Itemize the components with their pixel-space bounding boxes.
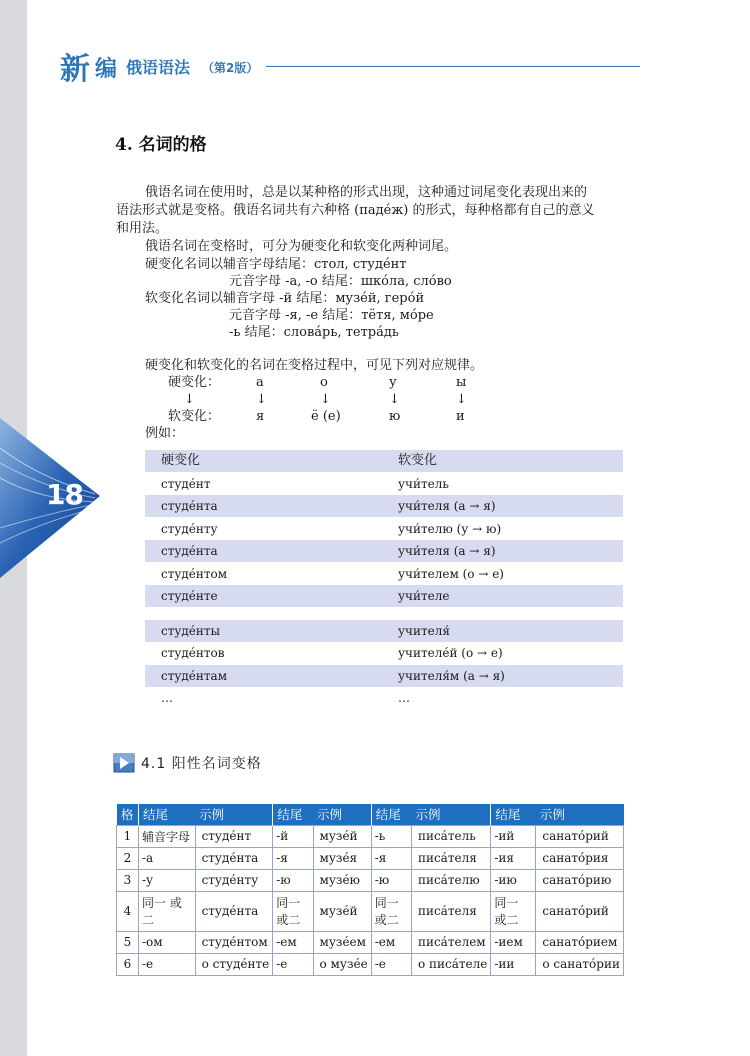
example-table-header bbox=[145, 450, 623, 472]
hard-form: студéнте bbox=[161, 589, 218, 603]
example-label: 例如： bbox=[145, 426, 185, 441]
example-cell: студéнт bbox=[195, 825, 273, 847]
hard-letter: а bbox=[256, 375, 264, 390]
soft-form: учителя́ bbox=[398, 623, 450, 638]
example-cell: музéю bbox=[313, 869, 371, 891]
down-arrow: ↓ bbox=[320, 392, 331, 407]
header-soft: 软变化 bbox=[398, 453, 438, 468]
table-row bbox=[145, 620, 623, 642]
table-row bbox=[117, 931, 624, 953]
table-row bbox=[117, 953, 624, 975]
case-number: 1 bbox=[117, 825, 139, 847]
subsection-title: 4.1 阳性名词变格 bbox=[141, 756, 262, 772]
col-example: 示例 bbox=[536, 804, 624, 825]
ending-cell: -ю bbox=[273, 869, 313, 891]
table-row bbox=[145, 563, 623, 585]
soft-ending-line: -ь 结尾：словáрь, тетрáдь bbox=[229, 325, 399, 340]
example-cell: писáтеля bbox=[411, 891, 490, 931]
soft-form: учи́телем (о → е) bbox=[398, 566, 504, 581]
paragraph-line: 俄语名词在变格时，可分为硬变化和软变化两种词尾。 bbox=[145, 239, 458, 254]
case-number: 3 bbox=[117, 869, 139, 891]
hard-ending-line: 硬变化名词以辅音字母结尾：стол, студéнт bbox=[145, 257, 407, 272]
col-example: 示例 bbox=[313, 804, 371, 825]
ending-cell: -й bbox=[273, 825, 313, 847]
case-number: 2 bbox=[117, 847, 139, 869]
example-cell: санатóрий bbox=[536, 825, 624, 847]
ending-cell: -е bbox=[371, 953, 411, 975]
example-cell: санатóрием bbox=[536, 931, 624, 953]
table-row bbox=[145, 540, 623, 562]
col-ending: 结尾 bbox=[273, 804, 313, 825]
case-table-body bbox=[117, 825, 624, 975]
ending-cell: -е bbox=[139, 953, 196, 975]
table-row bbox=[145, 495, 623, 517]
table-row bbox=[145, 687, 623, 709]
ending-cell: -я bbox=[371, 847, 411, 869]
paragraph-line: 语法形式就是变格。俄语名词共有六种格 (падéж) 的形式，每种格都有自己的意义 bbox=[116, 203, 595, 218]
ending-cell: -ием bbox=[491, 931, 536, 953]
example-cell: писáтелю bbox=[411, 869, 490, 891]
col-example: 示例 bbox=[411, 804, 490, 825]
case-number: 4 bbox=[117, 891, 139, 931]
hard-form: студéнты bbox=[161, 623, 221, 638]
paragraph-line: 俄语名词在使用时，总是以某种格的形式出现，这种通过词尾变化表现出来的 bbox=[145, 185, 588, 200]
header-bian: 编 bbox=[95, 57, 118, 82]
hard-form: студéнтам bbox=[161, 668, 228, 683]
paragraph-line: 和用法。 bbox=[116, 221, 169, 236]
example-cell: санатóрий bbox=[536, 891, 624, 931]
example-cell: санатóрия bbox=[536, 847, 624, 869]
hard-label: 硬变化： bbox=[168, 375, 221, 390]
hard-form: студéнта bbox=[161, 544, 218, 558]
example-cell: музéя bbox=[313, 847, 371, 869]
down-arrow: ↓ bbox=[456, 392, 467, 407]
ending-cell: 同一 或二 bbox=[491, 891, 536, 931]
soft-form: учителéй (о → е) bbox=[398, 646, 503, 660]
ending-cell: -ем bbox=[371, 931, 411, 953]
ending-cell: -е bbox=[273, 953, 313, 975]
ending-cell: -а bbox=[139, 847, 196, 869]
running-header bbox=[60, 44, 640, 87]
ending-cell: 辅音字母 bbox=[139, 825, 196, 847]
hard-ending-line: 元音字母 -а, -о 结尾：шкóла, слóво bbox=[229, 274, 452, 289]
soft-label: 软变化： bbox=[168, 409, 221, 424]
section-title: 4. 名词的格 bbox=[115, 135, 207, 155]
play-arrow-icon bbox=[113, 753, 135, 773]
header-edition: （第2版） bbox=[202, 61, 259, 75]
soft-letter: ю bbox=[389, 409, 401, 424]
ending-cell: -ия bbox=[491, 847, 536, 869]
col-ending: 结尾 bbox=[491, 804, 536, 825]
hard-letter: о bbox=[320, 375, 328, 390]
soft-form: учи́телю (у → ю) bbox=[398, 521, 502, 536]
example-cell: студéнта bbox=[195, 891, 273, 931]
example-cell: студéнтом bbox=[195, 931, 273, 953]
example-cell: писáтель bbox=[411, 825, 490, 847]
example-cell: о студéнте bbox=[195, 953, 273, 975]
soft-form: … bbox=[398, 691, 410, 705]
example-cell: студéнта bbox=[195, 847, 273, 869]
table-row bbox=[145, 473, 623, 495]
ending-cell: 同一 或二 bbox=[371, 891, 411, 931]
case-table-header bbox=[117, 804, 624, 825]
case-number: 6 bbox=[117, 953, 139, 975]
soft-form: учителя́м (а → я) bbox=[398, 668, 505, 683]
down-arrow: ↓ bbox=[184, 392, 195, 407]
case-number: 5 bbox=[117, 931, 139, 953]
soft-ending-line: 软变化名词以辅音字母 -й 结尾：музéй, герóй bbox=[145, 291, 425, 306]
ending-cell: -ии bbox=[491, 953, 536, 975]
down-arrow: ↓ bbox=[256, 392, 267, 407]
ending-cell: -ий bbox=[491, 825, 536, 847]
example-cell: писáтелем bbox=[411, 931, 490, 953]
down-arrow: ↓ bbox=[389, 392, 400, 407]
header-xin: 新 bbox=[60, 52, 90, 87]
col-case: 格 bbox=[117, 804, 139, 825]
col-example: 示例 bbox=[195, 804, 273, 825]
table-row bbox=[117, 891, 624, 931]
header-rule bbox=[266, 66, 640, 67]
table-row bbox=[145, 585, 623, 607]
example-cell: музéем bbox=[313, 931, 371, 953]
ending-cell: 同一 或二 bbox=[139, 891, 196, 931]
table-row bbox=[145, 665, 623, 687]
ending-cell: -у bbox=[139, 869, 196, 891]
example-cell: музéй bbox=[313, 891, 371, 931]
soft-form: учи́теля (а → я) bbox=[398, 499, 496, 513]
example-cell: о музéе bbox=[313, 953, 371, 975]
page-number: 18 bbox=[46, 478, 83, 511]
table-gap bbox=[145, 608, 623, 620]
ending-cell: -ь bbox=[371, 825, 411, 847]
table-row bbox=[117, 847, 624, 869]
soft-form: учи́теле bbox=[398, 589, 450, 603]
hard-letter: у bbox=[389, 375, 397, 390]
hard-letter: ы bbox=[456, 375, 467, 390]
hard-form: студéнту bbox=[161, 521, 218, 536]
table-row bbox=[145, 518, 623, 540]
example-declension-table bbox=[145, 450, 623, 710]
soft-letter: и bbox=[456, 409, 465, 424]
example-cell: о писáтеле bbox=[411, 953, 490, 975]
col-ending: 结尾 bbox=[371, 804, 411, 825]
paragraph-line: 硬变化和软变化的名词在变格过程中，可见下列对应规律。 bbox=[145, 358, 484, 373]
col-ending: 结尾 bbox=[139, 804, 196, 825]
hard-form: студéнт bbox=[161, 476, 211, 491]
ending-cell: -я bbox=[273, 847, 313, 869]
soft-letter: ё (е) bbox=[311, 409, 341, 424]
table-row bbox=[117, 869, 624, 891]
ending-cell: -ю bbox=[371, 869, 411, 891]
example-cell: санатóрию bbox=[536, 869, 624, 891]
ending-cell: 同一 或二 bbox=[273, 891, 313, 931]
example-cell: музéй bbox=[313, 825, 371, 847]
example-cell: писáтеля bbox=[411, 847, 490, 869]
hard-form: студéнтов bbox=[161, 646, 225, 660]
soft-form: учи́теля (а → я) bbox=[398, 544, 496, 558]
hard-form: студéнтом bbox=[161, 566, 228, 581]
soft-form: учи́тель bbox=[398, 476, 449, 491]
table-row bbox=[117, 825, 624, 847]
table-row bbox=[145, 642, 623, 664]
masculine-declension-table bbox=[116, 804, 624, 976]
example-cell: о санатóрии bbox=[536, 953, 624, 975]
ending-cell: -ем bbox=[273, 931, 313, 953]
soft-letter: я bbox=[256, 409, 265, 424]
hard-form: студéнта bbox=[161, 499, 218, 513]
header-hard: 硬变化 bbox=[161, 453, 201, 468]
ending-cell: -ию bbox=[491, 869, 536, 891]
soft-ending-line: 元音字母 -я, -е 结尾：тётя, мóре bbox=[229, 308, 434, 323]
hard-form: … bbox=[161, 691, 173, 705]
ending-cell: -ом bbox=[139, 931, 196, 953]
header-book-title: 俄语语法 bbox=[126, 58, 191, 77]
example-cell: студéнту bbox=[195, 869, 273, 891]
